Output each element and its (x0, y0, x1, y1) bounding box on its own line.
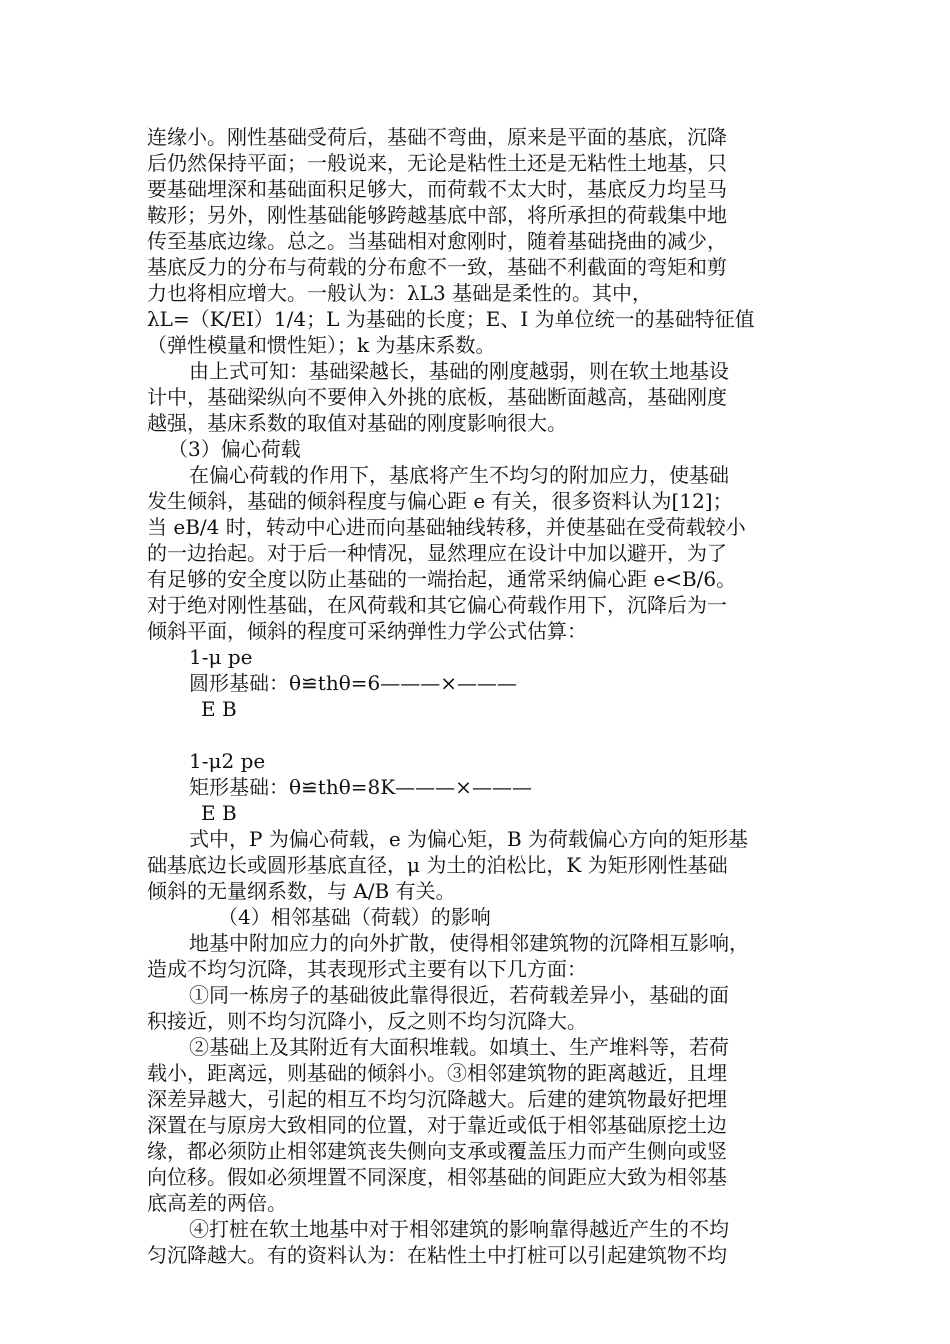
text-line: 倾斜的无量纲系数，与 A/B 有关。 (147, 879, 456, 903)
text-line: 载小，距离远，则基础的倾斜小。③相邻建筑物的距离越近，且埋 (147, 1061, 727, 1085)
text-line: 基底反力的分布与荷载的分布愈不一致，基础不利截面的弯矩和剪 (147, 255, 727, 279)
text-line: 越强，基床系数的取值对基础的刚度影响很大。 (147, 411, 567, 435)
text-line: ①同一栋房子的基础彼此靠得很近，若荷载差异小，基础的面 (189, 983, 729, 1007)
text-line: ②基础上及其附近有大面积堆载。如填土、生产堆料等，若荷 (189, 1035, 729, 1059)
text-line: 当 eB/4 时，转动中心进而向基础轴线转移，并使基础在受荷载较小 (147, 515, 746, 539)
text-line: 底高差的两倍。 (147, 1191, 287, 1215)
section-heading: （4）相邻基础（荷载）的影响 (218, 905, 491, 929)
formula-numerator: 1-μ2 pe (189, 749, 266, 773)
text-line: 力也将相应增大。一般认为：λL3 基础是柔性的。其中， (147, 281, 653, 305)
text-line: 的一边抬起。对于后一种情况，显然理应在设计中加以避开，为了 (147, 541, 727, 565)
text-line: 由上式可知：基础梁越长，基础的刚度越弱，则在软土地基设 (189, 359, 729, 383)
text-line: ④打桩在软土地基中对于相邻建筑的影响靠得越近产生的不均 (189, 1217, 729, 1241)
text-line: λL=（K/EI）1/4；L 为基础的长度；E、I 为单位统一的基础特征值 (147, 307, 755, 331)
text-line: 发生倾斜，基础的倾斜程度与偏心距 e 有关，很多资料认为[12]； (147, 489, 733, 513)
text-line: 鞍形；另外，刚性基础能够跨越基底中部，将所承担的荷载集中地 (147, 203, 727, 227)
text-line: 后仍然保持平面；一般说来，无论是粘性土还是无粘性土地基，只 (147, 151, 727, 175)
formula-numerator: 1-μ pe (189, 645, 253, 669)
text-line: 倾斜平面，倾斜的程度可采纳弹性力学公式估算： (147, 619, 587, 643)
section-heading: （3）偏心荷载 (168, 437, 301, 461)
formula-circle: 圆形基础：θ≌thθ=6———×——— (189, 671, 517, 695)
text-line: 地基中附加应力的向外扩散，使得相邻建筑物的沉降相互影响， (189, 931, 749, 955)
formula-rect: 矩形基础：θ≌thθ=8K———×——— (189, 775, 532, 799)
text-line: 对于绝对刚性基础，在风荷载和其它偏心荷载作用下，沉降后为一 (147, 593, 727, 617)
text-line: 深差异越大，引起的相互不均匀沉降越大。后建的建筑物最好把埋 (147, 1087, 727, 1111)
text-line: （弹性模量和惯性矩）；k 为基床系数。 (147, 333, 496, 357)
text-line: 式中，P 为偏心荷载，e 为偏心矩，B 为荷载偏心方向的矩形基 (189, 827, 749, 851)
text-line: 缘，都必须防止相邻建筑丧失侧向支承或覆盖压力而产生侧向或竖 (147, 1139, 727, 1163)
text-line: 础基底边长或圆形基底直径，μ 为土的泊松比，K 为矩形刚性基础 (147, 853, 728, 877)
text-line: 传至基底边缘。总之。当基础相对愈刚时，随着基础挠曲的减少， (147, 229, 727, 253)
text-line: 匀沉降越大。有的资料认为：在粘性土中打桩可以引起建筑物不均 (147, 1243, 727, 1267)
text-line: 积接近，则不均匀沉降小，反之则不均匀沉降大。 (147, 1009, 587, 1033)
text-line: 计中，基础梁纵向不要伸入外挑的底板，基础断面越高，基础刚度 (147, 385, 727, 409)
formula-denominator: E B (201, 697, 237, 721)
text-line: 连缘小。刚性基础受荷后，基础不弯曲，原来是平面的基底，沉降 (147, 125, 727, 149)
text-line: 在偏心荷载的作用下，基底将产生不均匀的附加应力，使基础 (189, 463, 729, 487)
text-line: 有足够的安全度以防止基础的一端抬起，通常采纳偏心距 e<B/6。 (147, 567, 737, 591)
text-line: 深置在与原房大致相同的位置，对于靠近或低于相邻基础原挖土边 (147, 1113, 727, 1137)
text-line: 要基础埋深和基础面积足够大，而荷载不太大时，基底反力均呈马 (147, 177, 727, 201)
formula-denominator: E B (201, 801, 237, 825)
text-line: 造成不均匀沉降，其表现形式主要有以下几方面： (147, 957, 587, 981)
text-line: 向位移。假如必须埋置不同深度，相邻基础的间距应大致为相邻基 (147, 1165, 727, 1189)
